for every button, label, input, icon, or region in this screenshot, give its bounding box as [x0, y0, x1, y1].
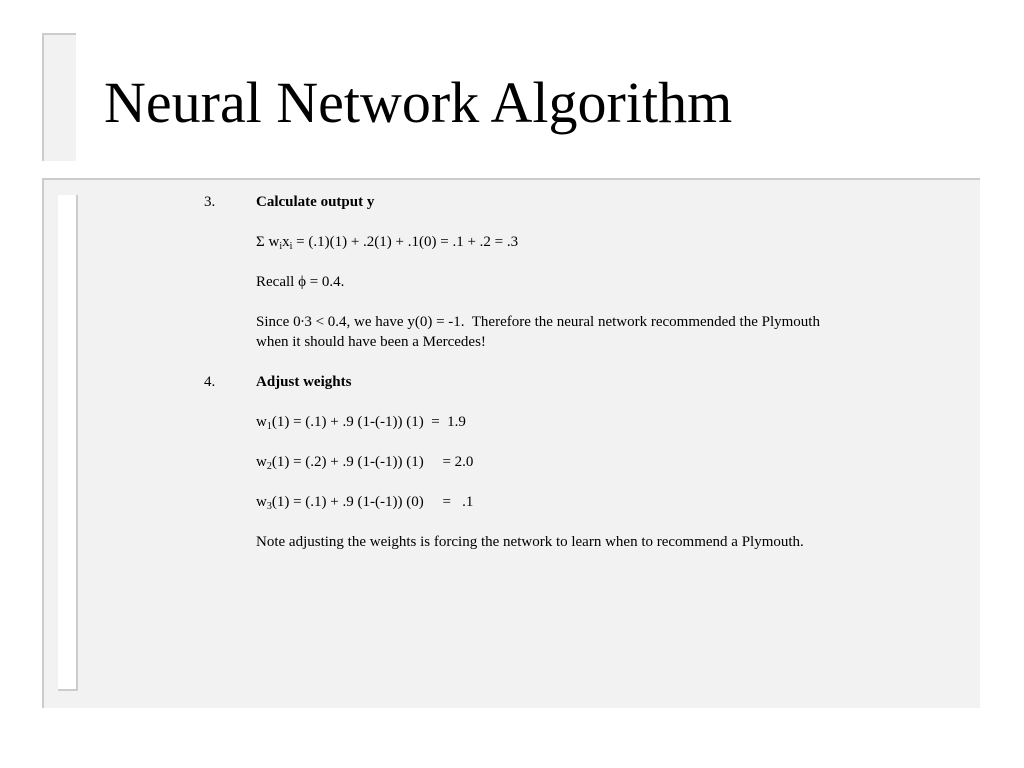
recall-text: Recall ϕ = 0.4.: [256, 274, 345, 290]
title-decoration: [42, 33, 76, 161]
since-text: Since 0∙3 < 0.4, we have y(0) = -1. Therefore the neural network recommended the Plymouth when it should have been a Mercedes!: [256, 314, 824, 350]
step-heading: Calculate output y: [256, 194, 375, 210]
slide-body: [204, 192, 824, 552]
slide-title: Neural Network Algorithm: [104, 70, 733, 135]
step-number: 4.: [204, 374, 216, 390]
sum-equation: Σ $w_ix_i = (.1)(1) + .2(1) + .1(0) = .1 + .2 = .3$: [256, 234, 519, 252]
step-4-header: [204, 372, 824, 392]
step-heading: Adjust weights: [256, 374, 352, 390]
step-3-header: [204, 192, 824, 212]
weight-1-equation: $w_1(1) = (.1) + .9$ (1-(-1)) (1) = 1.9: [256, 414, 466, 432]
step-number: 3.: [204, 194, 216, 210]
weight-3-equation: $w_3(1) = (.1) + .9$ (1-(-1)) (0) = .1: [256, 494, 474, 512]
content-decoration: [58, 195, 78, 691]
weight-2-equation: $w_2(1) = (.2) + .9$ (1-(-1)) (1) = 2.0: [256, 454, 474, 472]
note-text: Note adjusting the weights is forcing the network to learn when to recommend a Plymouth.: [256, 534, 804, 550]
